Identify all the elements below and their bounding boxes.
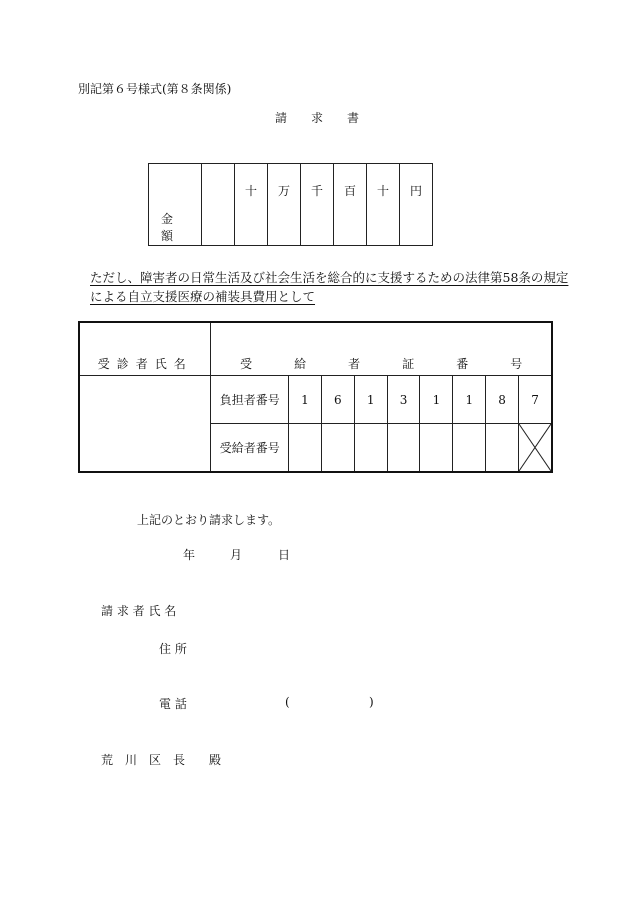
cert-header-char: 証 <box>402 357 415 371</box>
recipient-number-digit-field[interactable] <box>289 424 322 473</box>
payer-number-digit: 1 <box>453 376 486 424</box>
date-day-label: 日 <box>278 548 291 562</box>
amount-digit-cell[interactable] <box>202 164 235 246</box>
claimant-name-label: 請 求 者 氏 名 <box>101 604 177 618</box>
phone-paren-close: ) <box>369 695 374 709</box>
recipient-number-digit-field[interactable] <box>387 424 420 473</box>
form-reference: 別記第６号様式(第８条関係) <box>78 82 232 96</box>
claimant-phone-label: 電 話 <box>159 697 187 711</box>
recipient-name-field[interactable] <box>79 376 211 473</box>
payer-number-digit: 6 <box>321 376 354 424</box>
payer-number-digit: 1 <box>420 376 453 424</box>
recipient-table <box>78 321 553 473</box>
amount-digit-cell[interactable] <box>235 164 268 246</box>
payer-number-digit: 1 <box>354 376 387 424</box>
addressee: 荒 川 区 長 殿 <box>101 753 222 767</box>
cert-header-char: 者 <box>348 357 361 371</box>
amount-digit-cell[interactable] <box>268 164 301 246</box>
payer-number-digit: 1 <box>289 376 322 424</box>
cross-mark-icon <box>519 424 551 471</box>
recipient-name-header: 受診者氏名 <box>79 322 211 376</box>
recipient-number-digit-field[interactable] <box>354 424 387 473</box>
payer-number-digit: 7 <box>519 376 552 424</box>
recipient-number-digit-field[interactable] <box>486 424 519 473</box>
payer-number-digit: 3 <box>387 376 420 424</box>
cert-header-char: 号 <box>510 357 523 371</box>
document-title: 請 求 書 <box>275 111 360 125</box>
amount-digit-header: 千 <box>310 184 323 198</box>
amount-digit-cell[interactable] <box>367 164 400 246</box>
recipient-number-label: 受給者番号 <box>211 424 289 473</box>
date-month-label: 月 <box>230 548 243 562</box>
amount-digit-cell[interactable] <box>301 164 334 246</box>
cert-header-char: 受 <box>240 357 253 371</box>
amount-table <box>148 163 433 246</box>
amount-digit-cell[interactable] <box>400 164 433 246</box>
recipient-number-digit-field[interactable] <box>321 424 354 473</box>
crossed-out-cell <box>519 424 552 473</box>
description-line-1: ただし、障害者の日常生活及び社会生活を総合的に支援するための法律第58条の規定 <box>90 270 569 285</box>
request-statement: 上記のとおり請求します。 <box>137 513 281 527</box>
payer-number-label: 負担者番号 <box>211 376 289 424</box>
amount-digit-header: 十 <box>376 184 389 198</box>
amount-digit-header: 円 <box>409 184 422 198</box>
amount-label-cell <box>149 164 202 246</box>
cert-header-char: 給 <box>294 357 307 371</box>
date-year-label: 年 <box>183 548 196 562</box>
description-line-2: による自立支援医療の補装具費用として <box>90 289 316 304</box>
recipient-number-digit-field[interactable] <box>420 424 453 473</box>
recipient-number-digit-field[interactable] <box>453 424 486 473</box>
amount-digit-cell[interactable] <box>334 164 367 246</box>
claimant-address-label: 住 所 <box>159 642 187 656</box>
amount-digit-header: 百 <box>343 184 356 198</box>
phone-paren-open: ( <box>285 695 290 709</box>
amount-digit-header: 十 <box>244 184 257 198</box>
amount-label: 金 額 <box>161 212 180 243</box>
amount-digit-header: 万 <box>277 184 290 198</box>
payer-number-digit: 8 <box>486 376 519 424</box>
certificate-number-header <box>211 322 552 376</box>
cert-header-char: 番 <box>456 357 469 371</box>
